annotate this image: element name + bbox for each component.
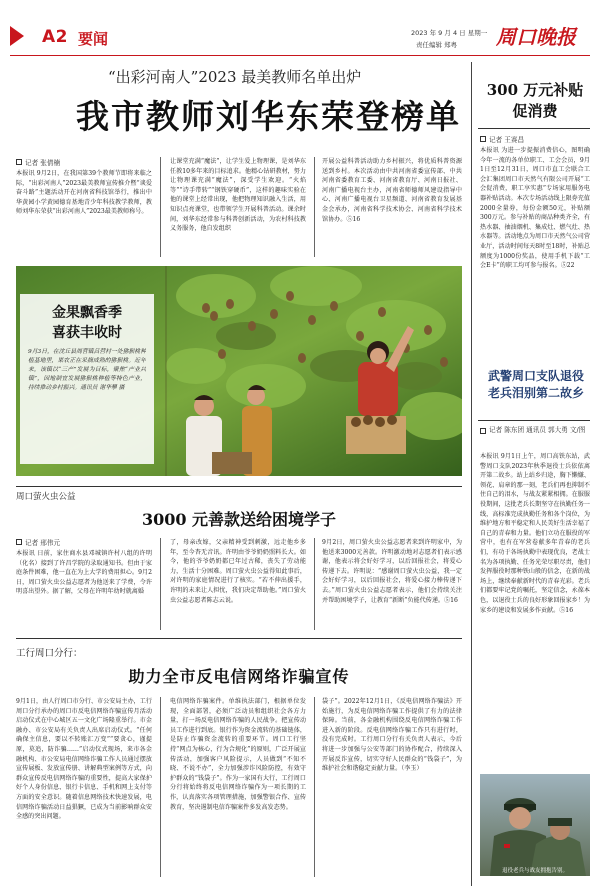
charity-section-tag: 周口萤火虫公益 <box>16 492 76 502</box>
lead-headline: 我市教师刘华东荣登榜单 <box>76 97 461 136</box>
col-divider <box>160 157 161 257</box>
fraud-kicker: 工行周口分行： <box>16 648 83 659</box>
lead-kicker: “出彩河南人”2023 最美教师名单出炉 <box>108 68 362 86</box>
feature-title-line-1: 金果飘香季 <box>52 305 122 321</box>
col-divider <box>314 697 315 877</box>
charity-col-3: 9月2日，周口萤火虫公益志愿者来到许明家中，为他送来3000元善款。许明激动地对志愿者们表示感谢，他表示将会好好学习，以后回报社会，将爱心传递下去。许明说：“感谢周口萤火虫公益，我一定会好好学习，以后回报社会，将爱心接力棒传递下去。”周口萤火虫公益志愿者表示，他们会持续关注并帮助困境学子，让教育“新断”负能代传递。⑤16 <box>322 539 462 604</box>
byline-box-icon <box>16 159 22 165</box>
charity-col-2: 了，母亲改嫁，父亲精神受到刺激，远走他乡多年，至今杳无音讯。许明由爷爷奶奶照料长大。如今，他的爷爷奶奶都已年过古稀，丧失了劳动能力，生活十分困难。周口萤火虫公益得知此事后，对许明的家庭情况进行了核实。“若不伸出援手，许明的未来让人担忧，我们决定帮助他。”周口萤火虫公益志愿者陈志云说。 <box>170 539 306 604</box>
subsidy-byline: 记者 王赛昌 <box>480 134 524 144</box>
veterans-byline: 记者 陈东团 通讯员 郭大勇 文/图 <box>480 426 590 435</box>
byline-box-icon <box>480 428 486 434</box>
section-title: 要闻 <box>78 30 109 48</box>
feature-title-line-2: 喜获丰收时 <box>52 325 122 341</box>
veterans-photo <box>480 774 590 876</box>
col-divider <box>160 538 161 630</box>
subsidy-text: 本报讯 为进一步提振消费信心，图明确今年一流的各单位职工、工会会员，9月1日至12月31日，周口市直工会联合工会汇集团周口市天然气有限公司开展“工会促消费，职工享实惠”专场家用服务电器补贴活动。本次专场活动线上限券充值2000全量券，每份金额50元，补贴额300万元。参与补贴的商品种类齐全，有热水器、抽油烟机、集成灶、燃气灶、热水器等。活动地点为周口市天然气公司营业厅，活动时间每天8时至18时，补贴总额度为1000份奖品，使用手机下载“工会E卡”的职工均可参与报名。⑤22 <box>480 147 590 270</box>
col-divider <box>160 697 161 877</box>
section-rule <box>478 420 590 421</box>
fraud-headline: 助力全市反电信网络诈骗宣传 <box>128 667 350 686</box>
page-label-box <box>10 26 24 46</box>
subsidy-headline: 300 万元补贴促消费 <box>486 81 584 120</box>
veterans-text: 本报讯 9月1日上午，周口高铁东站，武警周口支队2023年秋季退役士兵依依离开第二故乡。站上站乡归途，胸下懒嫌、领花、肩章的那一刻，老兵们再也抑制不住自己的泪水，与战友紧紧相拥。在服服役期间，这批老兵长期坚守在执勤任务一线，高标准完成执勤任务和各个岗位，为维护地方和平稳定和人民美好生活幸福了自己的青春和力量。他们立功在服役的军营中，也有在军营卷献多年青春的老兵们，有功于各场执勤中表现优良，老战士名为各项执勤、任务光荣尽职尽责，他们发挥服役时那种铁山般的信念，在新的战场上，继续奉献新时代的青春光彩。老兵们都要牢记党的嘱托，坚定信念，永葆本色，以退役士兵的良好形象回报家乡！为家乡的建设和发展多作贡献。⑤16 <box>480 453 590 614</box>
feature-caption: 9月3日，在沈丘县周营镇吕营村一处猕猴桃种植基地里，果农正在采摘成熟的猕猴桃。近年来，该镇以“三产”发展为目标，聚焦“产业兴镇”，因地制宜发展猕猴桃种植等特色产业，持续推动乡村振兴。通讯员 谢华攀 摄 <box>28 349 146 391</box>
byline-box-icon <box>16 539 22 545</box>
charity-byline: 记者 邢伟元 <box>16 537 60 547</box>
veterans-photo-image <box>480 774 590 876</box>
section-rule <box>478 128 590 129</box>
charity-headline: 3000 元善款送给困境学子 <box>141 510 337 529</box>
lead-byline: 记者 张倩楠 <box>16 157 60 167</box>
masthead-logo-icon <box>494 22 582 50</box>
fraud-col-2: 电信网络诈骗案件。单维执法部门，根据单位发现，全面部署，必须广泛动员和组织社会各方力量，打一场反电信网络诈骗的人民战争。把宣传动员工作进行到底。银行作为资金流转的基础链体，是防止诈骗资金流转的重要环节。周口工行坚持“网点为核心，行为合规化”的原则，广泛开展宣传活动，加强客户风险提示，人员做到“不知不晓、不说不办”，全力加强涉诈风险防控，有效守护群众的“钱袋子”。作为一家国有大行，工行周口分行将始终将反电信网络诈骗作为一项长期的工作，认真落实各项管理措施，加强警银合作、宣传教育，坚决遏制电信诈骗案件多发高发态势。 <box>170 698 306 811</box>
lead-col-1: 本报讯 9月2日，在我国第39个教师节即将来临之际，“出彩河南人”2023最美教师宣传推介暨“谈爱奋斗路”主题活动开在河南省科技馆举行，推出中华黄园小学黄园德育基地青少年科技教学教师，教师刘华东荣获“出彩河南人”2023最美教师称号。 <box>16 170 152 216</box>
page-number: A2 <box>42 27 68 47</box>
date-line: 2023 年 9 月 4 日 星期一 <box>411 29 488 37</box>
col-divider <box>314 157 315 257</box>
header-rule <box>10 55 590 56</box>
byline-box-icon <box>480 136 486 142</box>
corner-decoration-icon <box>10 26 24 46</box>
lead-col-3: 开展公益科普活动助力乡村振兴，将优质科普资源送到乡村。本次活动由中共河南省委宣传部、中共河南省委教育工委、河南省教育厅、河南日报社、河南广播电视台主办，河南省师德师风建设指导中心、河南广播电视台卫星频道、河南省教育发展基金会承办，河南省科学技术协会、河南省科学技术馆协办。⑤16 <box>322 158 462 223</box>
fraud-col-1: 9月1日，由人行周口市分行、市公安局主办，工行周口分行承办的周口市反电信网络诈骗宣传月活动启动仪式在中心城区五一文化广场隆重举行。市金融办、市公安局有关负责人出席启动仪式。“任何确保主信息，要以不转账汇万变”“要贪心，谨提原，莫追，防诈骗……”启动仪式现场，来市各金融机构、市公安局电信网络诈骗工作人员通过摆放宣传展板、发放宣传册、讲解典型案例等方式，向群众宣传反电信网络诈骗的重要性，提高大家保护好个人身份信息、银行卡信息、手机和网上支付等方面的安全意识。随着信息网络技术快速发展，电信网络诈骗活动日益猖獗，已成为当前影响群众安全感的突出问题。 <box>16 698 152 821</box>
section-rule <box>16 638 462 639</box>
veterans-photo-caption: 退役老兵与战友拥抱告别。 <box>501 868 568 874</box>
section-rule <box>16 486 462 487</box>
masthead-logo <box>494 22 582 50</box>
col-divider <box>314 538 315 630</box>
svg-text:周口晚报: 周口晚报 <box>496 25 576 49</box>
right-column-rule <box>471 62 472 886</box>
lead-col-2: 让课堂充满“魔法”，让学生爱上物理课，是刘华东任教10多年来的目标追求。他精心钻研教材，努力让物理课充满“魔法”，深受学生欢迎。“火焰等”“诗手带转”“钢铁穿硬币”，这样的趣味实验在他的课堂上经常出现，他把物理知识融入生活，用知识点亮课堂，也带领学生开展科普活动。课余时间，刘华东经常参与科普创新活动，为农村科技教义务服务，他自发组织 <box>170 158 306 233</box>
editor-line: 责任编辑 郑粤 <box>416 41 458 49</box>
feature-title-box <box>20 294 154 464</box>
charity-col-1: 本报讯 日前，家住商水县邓城镇许村八组的许明（化名）接到了许昌学院的录取通知书。但由于家庭条件困难，他一直在为上大学的费用担心。9月2日，周口萤火虫公益志愿者为他送来了学费，令许明喜出望外。据了解，父母在许明年幼时就离婚 <box>16 550 152 596</box>
veterans-headline: 武警周口支队退役老兵泪别第二故乡 <box>487 369 584 400</box>
fraud-col-3: 袋子”。2022年12月1日，《反电信网络诈骗法》开始施行，为反电信网络诈骗工作提供了有力的法律保障。当前，各金融机构围绕反电信网络诈骗工作进入新的阶段。反电信网络诈骗工作只有进行时，没有完成时。工行周口分行有关负责人表示，今后将进一步加强与公安等部门的协作配合，持续深入开展反诈宣传，切实守好人民群众的“钱袋子”，为维护社会和谐稳定贡献力量。（李玉） <box>322 698 462 773</box>
